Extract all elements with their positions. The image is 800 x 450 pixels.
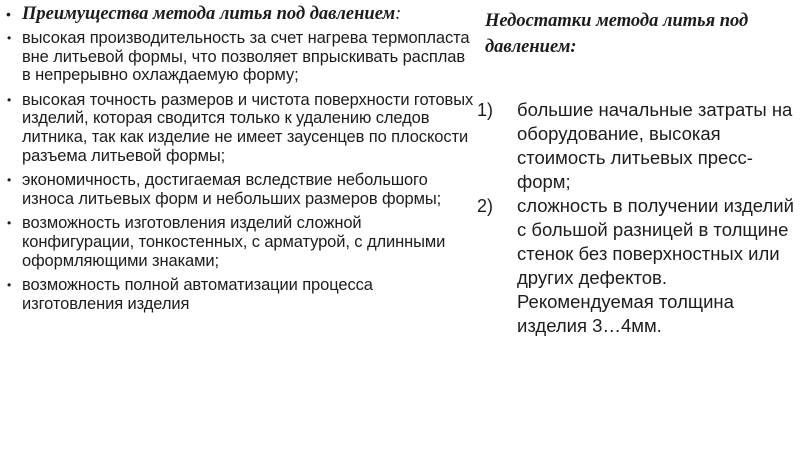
disadvantage-text: большие начальные затраты на оборудование, высокая стоимость литьевых пресс-форм; — [517, 99, 793, 192]
advantage-item — [6, 91, 476, 165]
advantages-heading — [6, 4, 476, 25]
disadvantages-list — [477, 98, 797, 338]
advantage-text: экономичность, достигаемая вследствие небольшого износа литьевых форм и небольших размеров формы; — [22, 171, 442, 208]
disadvantages-heading: Недостатки метода литья под давлением: — [485, 11, 749, 57]
disadvantage-text: сложность в получении изделий с большой разницей в толщине стенок без поверхностных или других дефектов. Рекомендуемая толщина изделия 3…4мм. — [517, 195, 794, 336]
item-number: 1) — [477, 100, 494, 120]
advantage-text: высокая производительность за счет нагрева термопласта вне литьевой формы, что позволяет впрыскивать расплав в непрерывно охлаждаемую форму; — [22, 29, 470, 85]
disadvantage-item — [477, 98, 797, 194]
advantage-item — [6, 214, 476, 270]
advantage-item — [6, 29, 476, 85]
item-number: 2) — [477, 196, 494, 216]
bullet-icon: • — [6, 6, 11, 22]
bullet-icon: • — [7, 31, 12, 45]
bullet-icon: • — [7, 92, 12, 107]
bullet-icon: • — [7, 173, 12, 188]
bullet-icon: • — [7, 278, 12, 293]
disadvantages-column — [477, 8, 797, 338]
advantage-item — [6, 276, 476, 313]
advantage-text: возможность изготовления изделий сложной конфигурации, тонкостенных, с арматурой, с длинными оформляющими знаками; — [22, 214, 446, 270]
advantages-heading-colon: : — [395, 4, 402, 24]
advantages-heading-text: Преимущества метода литья под давлением — [22, 4, 396, 24]
disadvantage-item — [477, 194, 797, 338]
advantage-text: высокая точность размеров и чистота поверхности готовых изделий, которая сводится только к удалению следов литника, так как изделие не имеет заусенцев по плоскости разъема литьевой формы; — [22, 90, 474, 165]
advantage-text: возможность полной автоматизации процесса изготовления изделия — [22, 276, 373, 313]
advantages-list — [6, 29, 476, 313]
advantages-column — [6, 4, 476, 319]
bullet-icon: • — [7, 216, 12, 231]
advantage-item — [6, 171, 476, 208]
